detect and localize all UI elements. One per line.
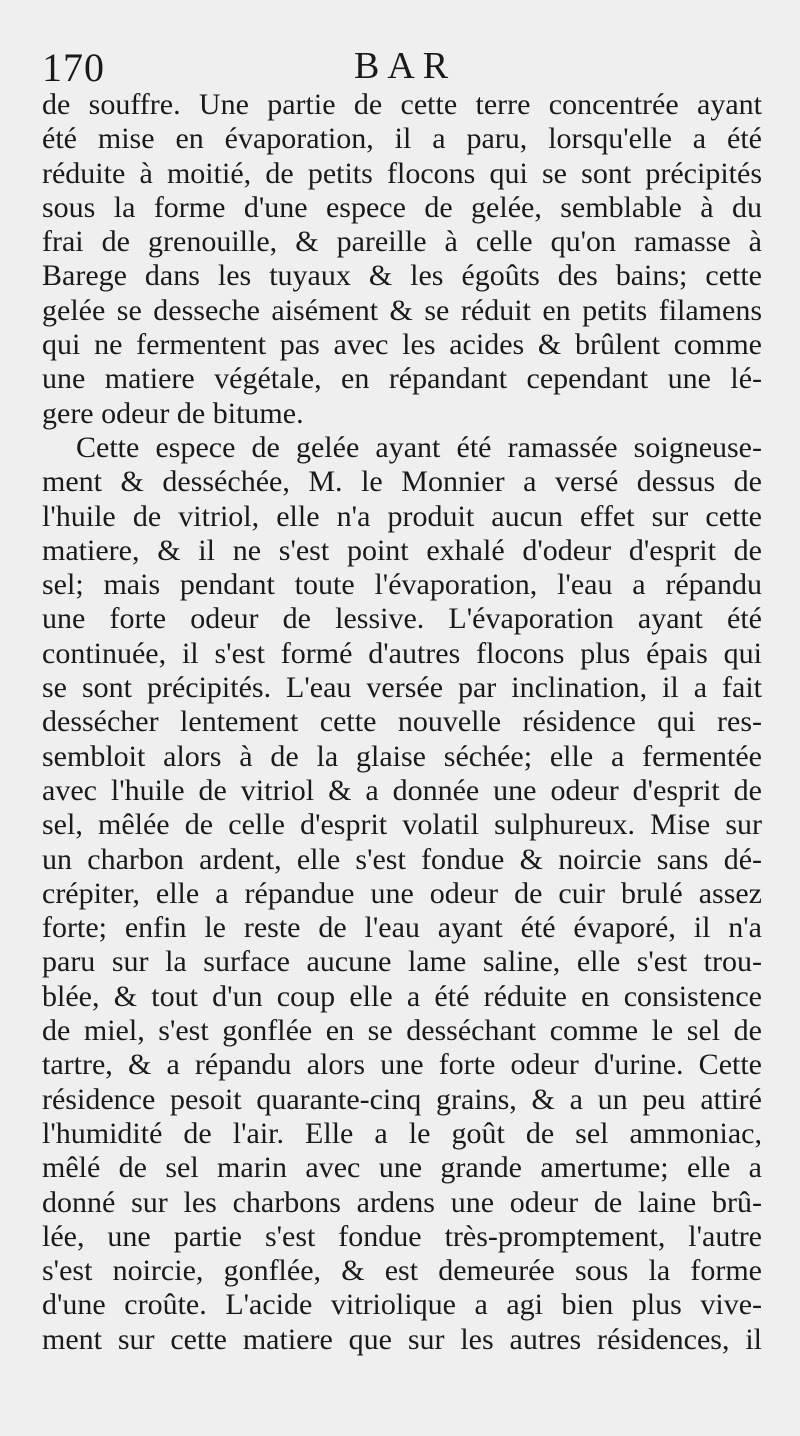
- text-line: une forte odeur de lessive. L'évaporation ayant été: [42, 602, 762, 636]
- text-line: l'humidité de l'air. Elle a le goût de sel ammoniac,: [42, 1116, 762, 1150]
- text-line: résidence pesoit quarante-cinq grains, & a un peu attiré: [42, 1082, 762, 1116]
- text-line: sembloit alors à de la glaise séchée; elle a fermentée: [42, 739, 762, 773]
- text-line: se sont précipités. L'eau versée par inclination, il a fait: [42, 671, 762, 705]
- text-line: de souffre. Une partie de cette terre concentrée ayant: [42, 88, 762, 121]
- body-text: [42, 88, 762, 1357]
- text-line: de miel, s'est gonflée en se desséchant comme le sel de: [42, 1014, 762, 1048]
- text-line: sel, mêlée de celle d'esprit volatil sulphureux. Mise sur: [42, 808, 762, 842]
- text-line: ment sur cette matiere que sur les autres résidences, il: [42, 1322, 762, 1356]
- text-line: paru sur la surface aucune lame saline, elle s'est trou-: [42, 945, 762, 979]
- text-line: ment & desséchée, M. le Monnier a versé dessus de: [42, 465, 762, 499]
- text-line: matiere, & il ne s'est point exhalé d'odeur d'esprit de: [42, 533, 762, 567]
- text-line: s'est noircie, gonflée, & est demeurée sous la forme: [42, 1254, 762, 1288]
- text-line: mêlé de sel marin avec une grande amertume; elle a: [42, 1151, 762, 1185]
- text-line: qui ne fermentent pas avec les acides & brûlent comme: [42, 328, 762, 362]
- text-line: sel; mais pendant toute l'évaporation, l'eau a répandu: [42, 568, 762, 602]
- text-line: forte; enfin le reste de l'eau ayant été évaporé, il n'a: [42, 911, 762, 945]
- text-line: dessécher lentement cette nouvelle résidence qui res-: [42, 705, 762, 739]
- text-line: lée, une partie s'est fondue très-promptement, l'autre: [42, 1219, 762, 1253]
- text-line: donné sur les charbons ardens une odeur de laine brû-: [42, 1185, 762, 1219]
- text-line: frai de grenouille, & pareille à celle qu'on ramasse à: [42, 225, 762, 259]
- page-header: [42, 44, 762, 94]
- text-line: Barege dans les tuyaux & les égoûts des bains; cette: [42, 259, 762, 293]
- page-number: 170: [42, 45, 105, 90]
- paragraph-start-line: Cette espece de gelée ayant été ramassée soigneuse-: [76, 430, 762, 464]
- text-line: l'huile de vitriol, elle n'a produit aucun effet sur cette: [42, 499, 762, 533]
- text-line: été mise en évaporation, il a paru, lorsqu'elle a été: [42, 122, 762, 156]
- paragraph-end-line: gere odeur de bitume.: [42, 396, 304, 430]
- text-line: tartre, & a répandu alors une forte odeur d'urine. Cette: [42, 1048, 762, 1082]
- text-line: réduite à moitié, de petits flocons qui se sont précipités: [42, 156, 762, 190]
- text-line: gelée se desseche aisément & se réduit en petits filamens: [42, 293, 762, 327]
- text-line: d'une croûte. L'acide vitriolique a agi bien plus vive-: [42, 1288, 762, 1322]
- text-line: crépiter, elle a répandue une odeur de cuir brulé assez: [42, 876, 762, 910]
- text-line: un charbon ardent, elle s'est fondue & noircie sans dé-: [42, 842, 762, 876]
- text-line: continuée, il s'est formé d'autres flocons plus épais qui: [42, 636, 762, 670]
- text-line: blée, & tout d'un coup elle a été réduite en consistence: [42, 979, 762, 1013]
- text-line: sous la forme d'une espece de gelée, semblable à du: [42, 190, 762, 224]
- text-line: une matiere végétale, en répandant cependant une lé-: [42, 362, 762, 396]
- text-line: avec l'huile de vitriol & a donnée une odeur d'esprit de: [42, 773, 762, 807]
- running-head: BAR: [354, 45, 457, 87]
